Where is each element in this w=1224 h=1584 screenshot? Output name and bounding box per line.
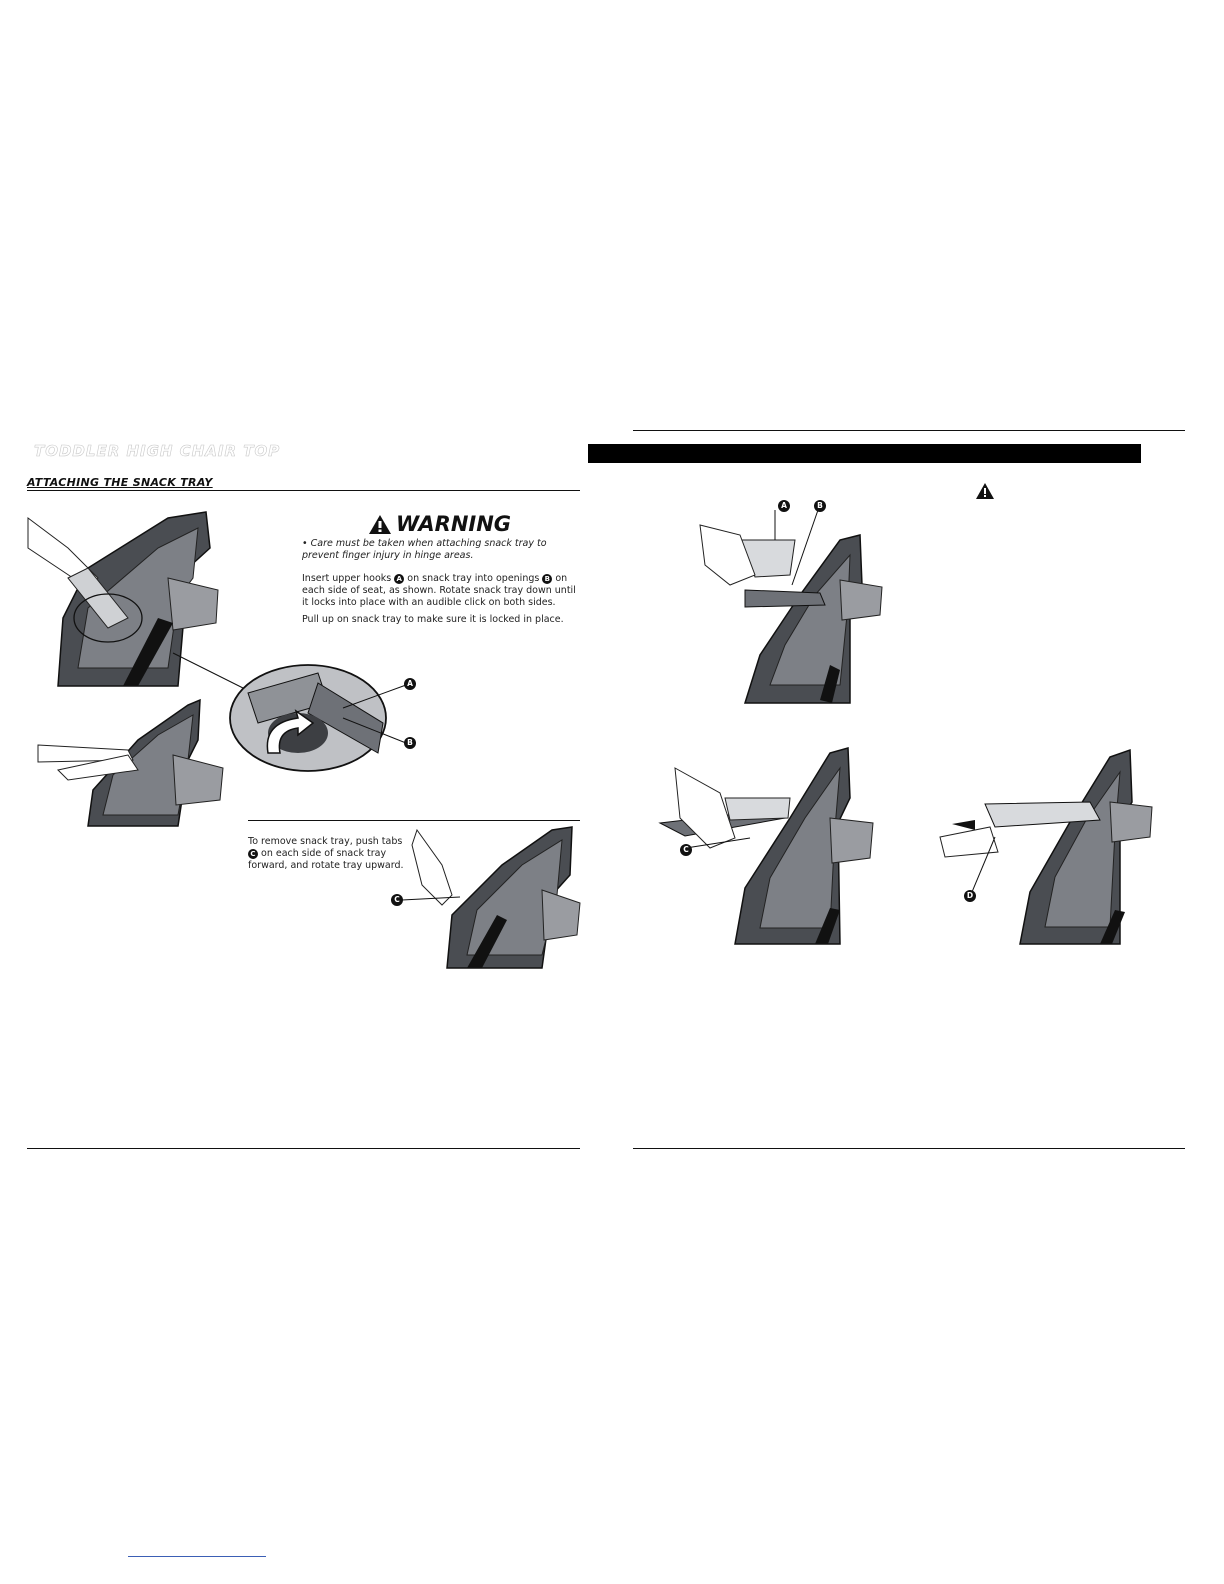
callout-a-detail: A <box>404 678 416 690</box>
warning-triangle-icon <box>368 514 392 535</box>
callout-c-right: C <box>680 844 692 856</box>
right-page-top-rule <box>633 430 1185 431</box>
warning-heading <box>368 512 511 536</box>
footnote-link-underline <box>128 1556 266 1557</box>
warning-triangle-small-icon <box>975 482 995 500</box>
illustration-attach-tray-top <box>28 508 223 688</box>
remove-text-a: To remove snack tray, push tabs <box>248 836 403 847</box>
callout-inline-c: C <box>248 849 258 859</box>
illustration-remove-tray <box>412 825 582 970</box>
section-title: ATTACHING THE SNACK TRAY <box>27 476 213 489</box>
instr-p1-c: on each side of seat, as shown. Rotate snack tray down until it locks into place with an audible click on both sides. <box>302 573 576 608</box>
attach-instructions <box>302 573 582 609</box>
callout-inline-b: B <box>542 574 552 584</box>
section-title-rule <box>27 490 580 491</box>
warning-bullet: • Care must be taken when attaching snack tray to prevent finger injury in hinge areas. <box>302 538 547 561</box>
remove-section-rule <box>248 820 580 821</box>
remove-text-b: on each side of snack tray forward, and rotate tray upward. <box>248 848 404 871</box>
callout-c-remove: C <box>391 894 403 906</box>
remove-instructions <box>248 836 408 872</box>
left-page-bottom-rule <box>27 1148 580 1149</box>
instr-p1-b: on snack tray into openings <box>404 573 543 584</box>
illustration-right-top <box>700 505 885 705</box>
callout-a-right-top: A <box>778 500 790 512</box>
callout-b-right-top: B <box>814 500 826 512</box>
attach-check-instruction: Pull up on snack tray to make sure it is locked in place. <box>302 614 564 625</box>
illustration-attach-tray-bottom <box>38 700 228 828</box>
left-page-header-title: TODDLER HIGH CHAIR TOP <box>34 442 281 460</box>
warning-text: WARNING <box>396 512 512 536</box>
callout-b-detail: B <box>404 737 416 749</box>
illustration-detail-circle <box>228 663 388 773</box>
instr-p1-a: Insert upper hooks <box>302 573 395 584</box>
callout-inline-a: A <box>394 574 404 584</box>
illustration-right-bottom-left <box>670 738 875 946</box>
callout-d-right: D <box>964 890 976 902</box>
illustration-right-bottom-right <box>940 742 1155 946</box>
right-page-bottom-rule <box>633 1148 1185 1149</box>
right-page-header-bar <box>588 444 1141 463</box>
